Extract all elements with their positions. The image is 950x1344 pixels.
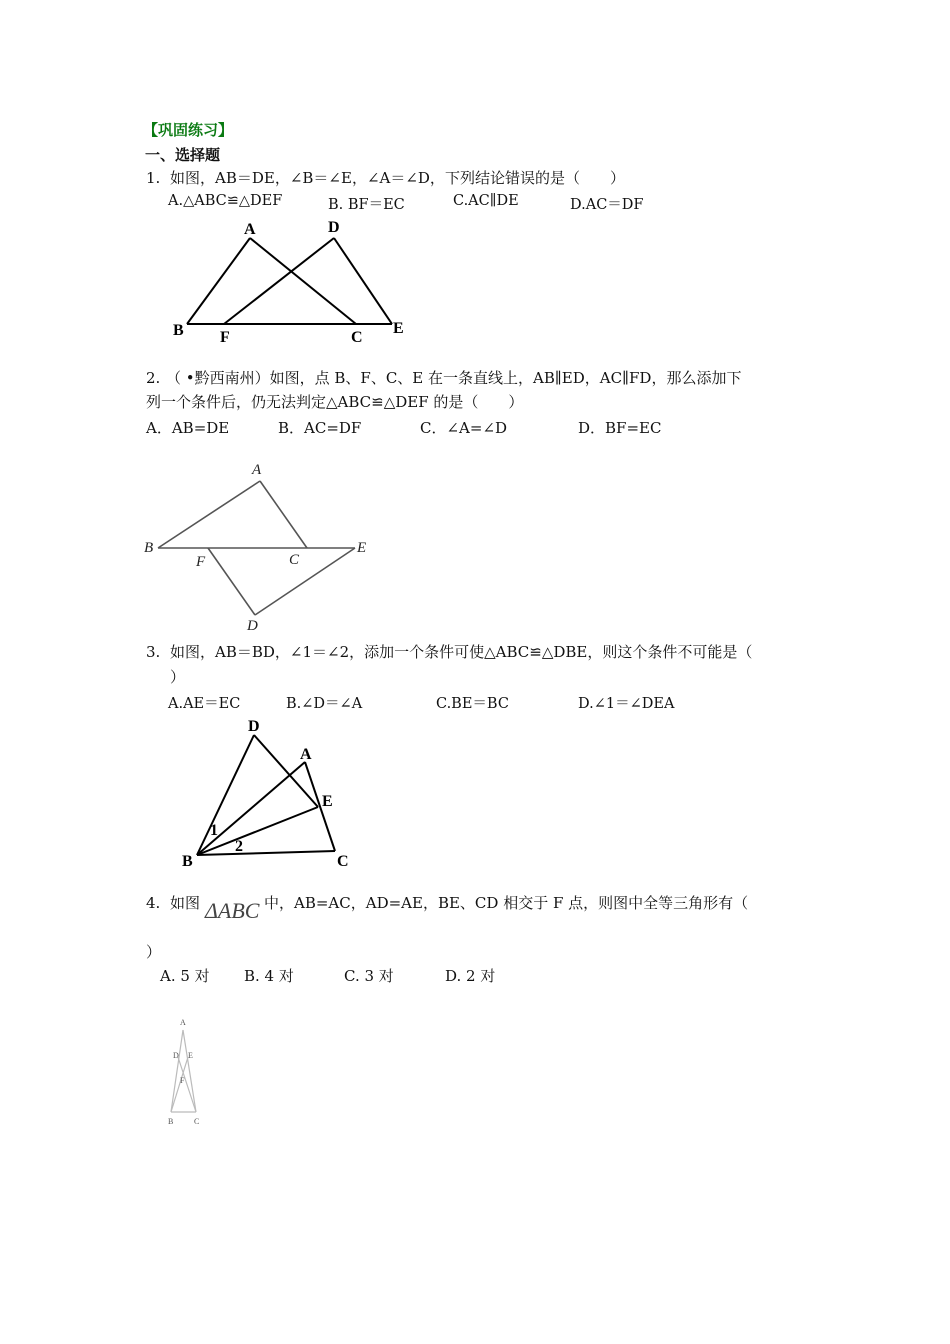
- question-4-text-line2: ）: [146, 943, 162, 961]
- q2-segment-ac: [260, 481, 307, 548]
- q4-label-a: A: [180, 1018, 186, 1027]
- q4-segment-ab: [171, 1030, 183, 1112]
- q2-segment-ab: [158, 481, 260, 548]
- question-1-option-d: D.AC＝DF: [570, 197, 644, 213]
- question-4-math-expr: ΔABC: [205, 898, 260, 923]
- question-2-option-a: A．AB=DE: [146, 419, 230, 437]
- question-3-option-a: A.AE＝EC: [168, 696, 241, 712]
- question-4-option-b: B. 4 对: [244, 967, 294, 985]
- q2-label-b: B: [144, 540, 154, 556]
- question-3-text-line2: ）: [170, 668, 186, 686]
- q4-label-f: F: [180, 1076, 185, 1085]
- q1-segment-de: [334, 238, 392, 324]
- question-4-option-d: D. 2 对: [445, 967, 496, 985]
- question-4-option-c: C. 3 对: [344, 967, 394, 985]
- question-3-number: 3.: [146, 643, 161, 661]
- question-2-number: 2.: [146, 369, 161, 387]
- q3-label-a: A: [300, 746, 312, 763]
- q4-segment-ac: [183, 1030, 196, 1112]
- question-4-option-a: A. 5 对: [160, 967, 210, 985]
- q4-label-e: E: [188, 1051, 193, 1060]
- question-2-option-c: C．∠A=∠D: [420, 419, 508, 437]
- q4-label-b: B: [168, 1117, 174, 1126]
- section-title: 【巩固练习】: [143, 121, 234, 139]
- question-1-text: 如图，AB＝DE，∠B＝∠E，∠A＝∠D，下列结论错误的是（ ）: [170, 169, 625, 187]
- q2-label-d: D: [247, 618, 258, 634]
- q2-label-e: E: [357, 540, 367, 556]
- q2-label-f: F: [196, 554, 206, 570]
- q3-segment-bd: [197, 735, 254, 855]
- q4-label-d: D: [173, 1051, 179, 1060]
- q1-segment-ab: [187, 238, 250, 324]
- question-3-text-line1: 如图，AB＝BD，∠1＝∠2，添加一个条件可使△ABC≌△DBE，则这个条件不可能是（: [170, 643, 753, 661]
- q3-label-1: 1: [210, 822, 218, 839]
- q3-label-d: D: [248, 718, 260, 735]
- q2-label-a: A: [252, 462, 262, 478]
- q3-segment-de: [254, 735, 318, 807]
- q1-label-e: E: [393, 320, 404, 337]
- question-4-text-prefix: 如图: [170, 894, 201, 912]
- q3-segment-be: [197, 807, 318, 855]
- q1-segment-df: [224, 238, 334, 324]
- q3-label-c: C: [337, 853, 349, 870]
- q2-segment-de: [255, 548, 355, 615]
- question-2-text-line2: 列一个条件后，仍无法判定△ABC≌△DEF 的是（ ）: [146, 393, 524, 411]
- question-2-option-d: D．BF=EC: [578, 419, 662, 437]
- q3-label-e: E: [322, 793, 333, 810]
- q3-segment-bc: [197, 851, 335, 855]
- question-4-text-suffix: 中，AB=AC，AD=AE，BE、CD 相交于 F 点，则图中全等三角形有（: [264, 894, 749, 912]
- question-4-number: 4.: [146, 894, 161, 912]
- q1-label-b: B: [173, 322, 184, 339]
- q1-label-f: F: [220, 329, 230, 346]
- q4-label-c: C: [194, 1117, 200, 1126]
- question-1-option-b: B. BF＝EC: [328, 197, 405, 213]
- q2-segment-fd: [208, 548, 255, 615]
- q3-segment-ba: [197, 762, 305, 855]
- question-3-option-b: B.∠D＝∠A: [286, 696, 363, 712]
- question-1-option-a: A.△ABC≌△DEF: [168, 193, 283, 209]
- q4-segment-be: [171, 1057, 188, 1112]
- q3-label-2: 2: [235, 838, 243, 855]
- subsection-title: 一、选择题: [145, 146, 221, 164]
- q3-label-b: B: [182, 853, 193, 870]
- q3-segment-ac: [305, 762, 335, 851]
- q1-label-a: A: [244, 221, 256, 238]
- question-1-number: 1.: [146, 169, 161, 187]
- q1-label-c: C: [351, 329, 363, 346]
- question-2-text-line1: （ •黔西南州）如图，点 B、F、C、E 在一条直线上，AB∥ED，AC∥FD，那么添加下: [166, 369, 742, 387]
- question-3-option-c: C.BE＝BC: [436, 696, 509, 712]
- question-2-option-b: B．AC=DF: [278, 419, 362, 437]
- q1-segment-ac: [250, 238, 356, 324]
- question-3-option-d: D.∠1＝∠DEA: [578, 696, 675, 712]
- question-1-option-c: C.AC∥DE: [453, 193, 519, 209]
- q4-segment-cd: [178, 1057, 196, 1112]
- q2-label-c: C: [289, 552, 300, 568]
- q1-label-d: D: [328, 219, 340, 236]
